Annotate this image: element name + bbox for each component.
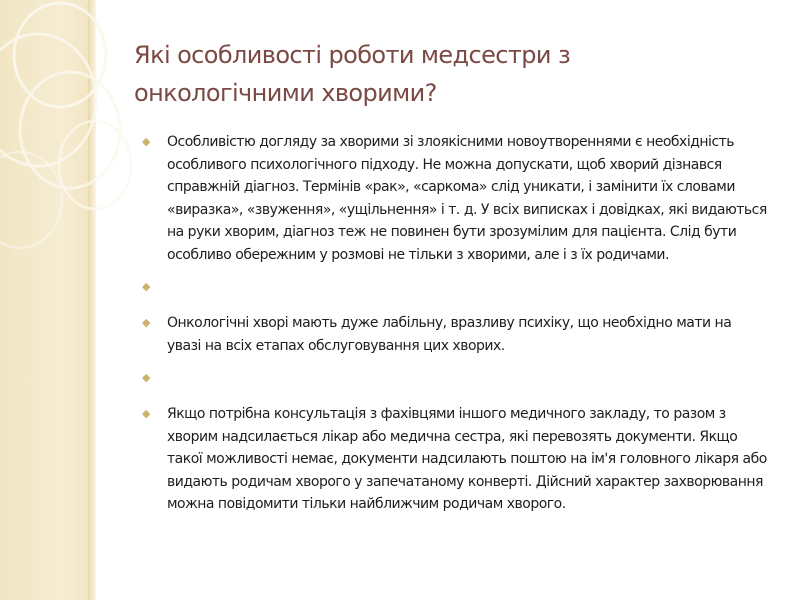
- paragraph-text: Особливістю догляду за хворими зі злоякісними новоутвореннями є необхідність особливого психологічного підходу. Не можна допускати, щоб хворий дізнався справжній діагноз. Термінів «рак», «саркома» слід уникати, і замінити їх словами «виразка», «звуження», «ущільнення» і т. д. У всіх виписках і довідках, які видаються на руки хворим, діагноз теж не повинен бути зрозумілим для пацієнта. Слід бути особливо обережним у розмові не тільки з хворими, але і з їх родичами.: [167, 134, 767, 263]
- slide-content: [142, 131, 768, 516]
- empty-bullet: [142, 367, 768, 393]
- empty-bullet: [142, 276, 768, 302]
- slide-title: Які особливості роботи медсестри з онкологічними хворими?: [134, 41, 571, 107]
- bullet-diamond-icon: ◆: [142, 371, 150, 384]
- bullet-diamond-icon: ◆: [142, 280, 150, 293]
- bullet-diamond-icon: ◆: [142, 135, 150, 148]
- bullet-diamond-icon: ◆: [142, 316, 150, 329]
- paragraph-text: Онкологічні хворі мають дуже лабільну, вразливу психіку, що необхідно мати на увазі на всіх етапах обслуговування цих хворих.: [167, 315, 732, 354]
- bullet-paragraph: [142, 312, 768, 357]
- bullet-paragraph: [142, 131, 768, 266]
- paragraph-text: Якщо потрібна консультація з фахівцями іншого медичного закладу, то разом з хворим надсилається лікар або медична сестра, які перевозять документи. Якщо такої можливості немає, документи надсилають поштою на ім'я головного лікаря або видають родичам хворого у запечатаному конверті. Дійсний характер захворювання можна повідомити тільки найближчим родичам хворого.: [167, 406, 767, 512]
- bullet-paragraph: [142, 403, 768, 516]
- bullet-diamond-icon: ◆: [142, 407, 150, 420]
